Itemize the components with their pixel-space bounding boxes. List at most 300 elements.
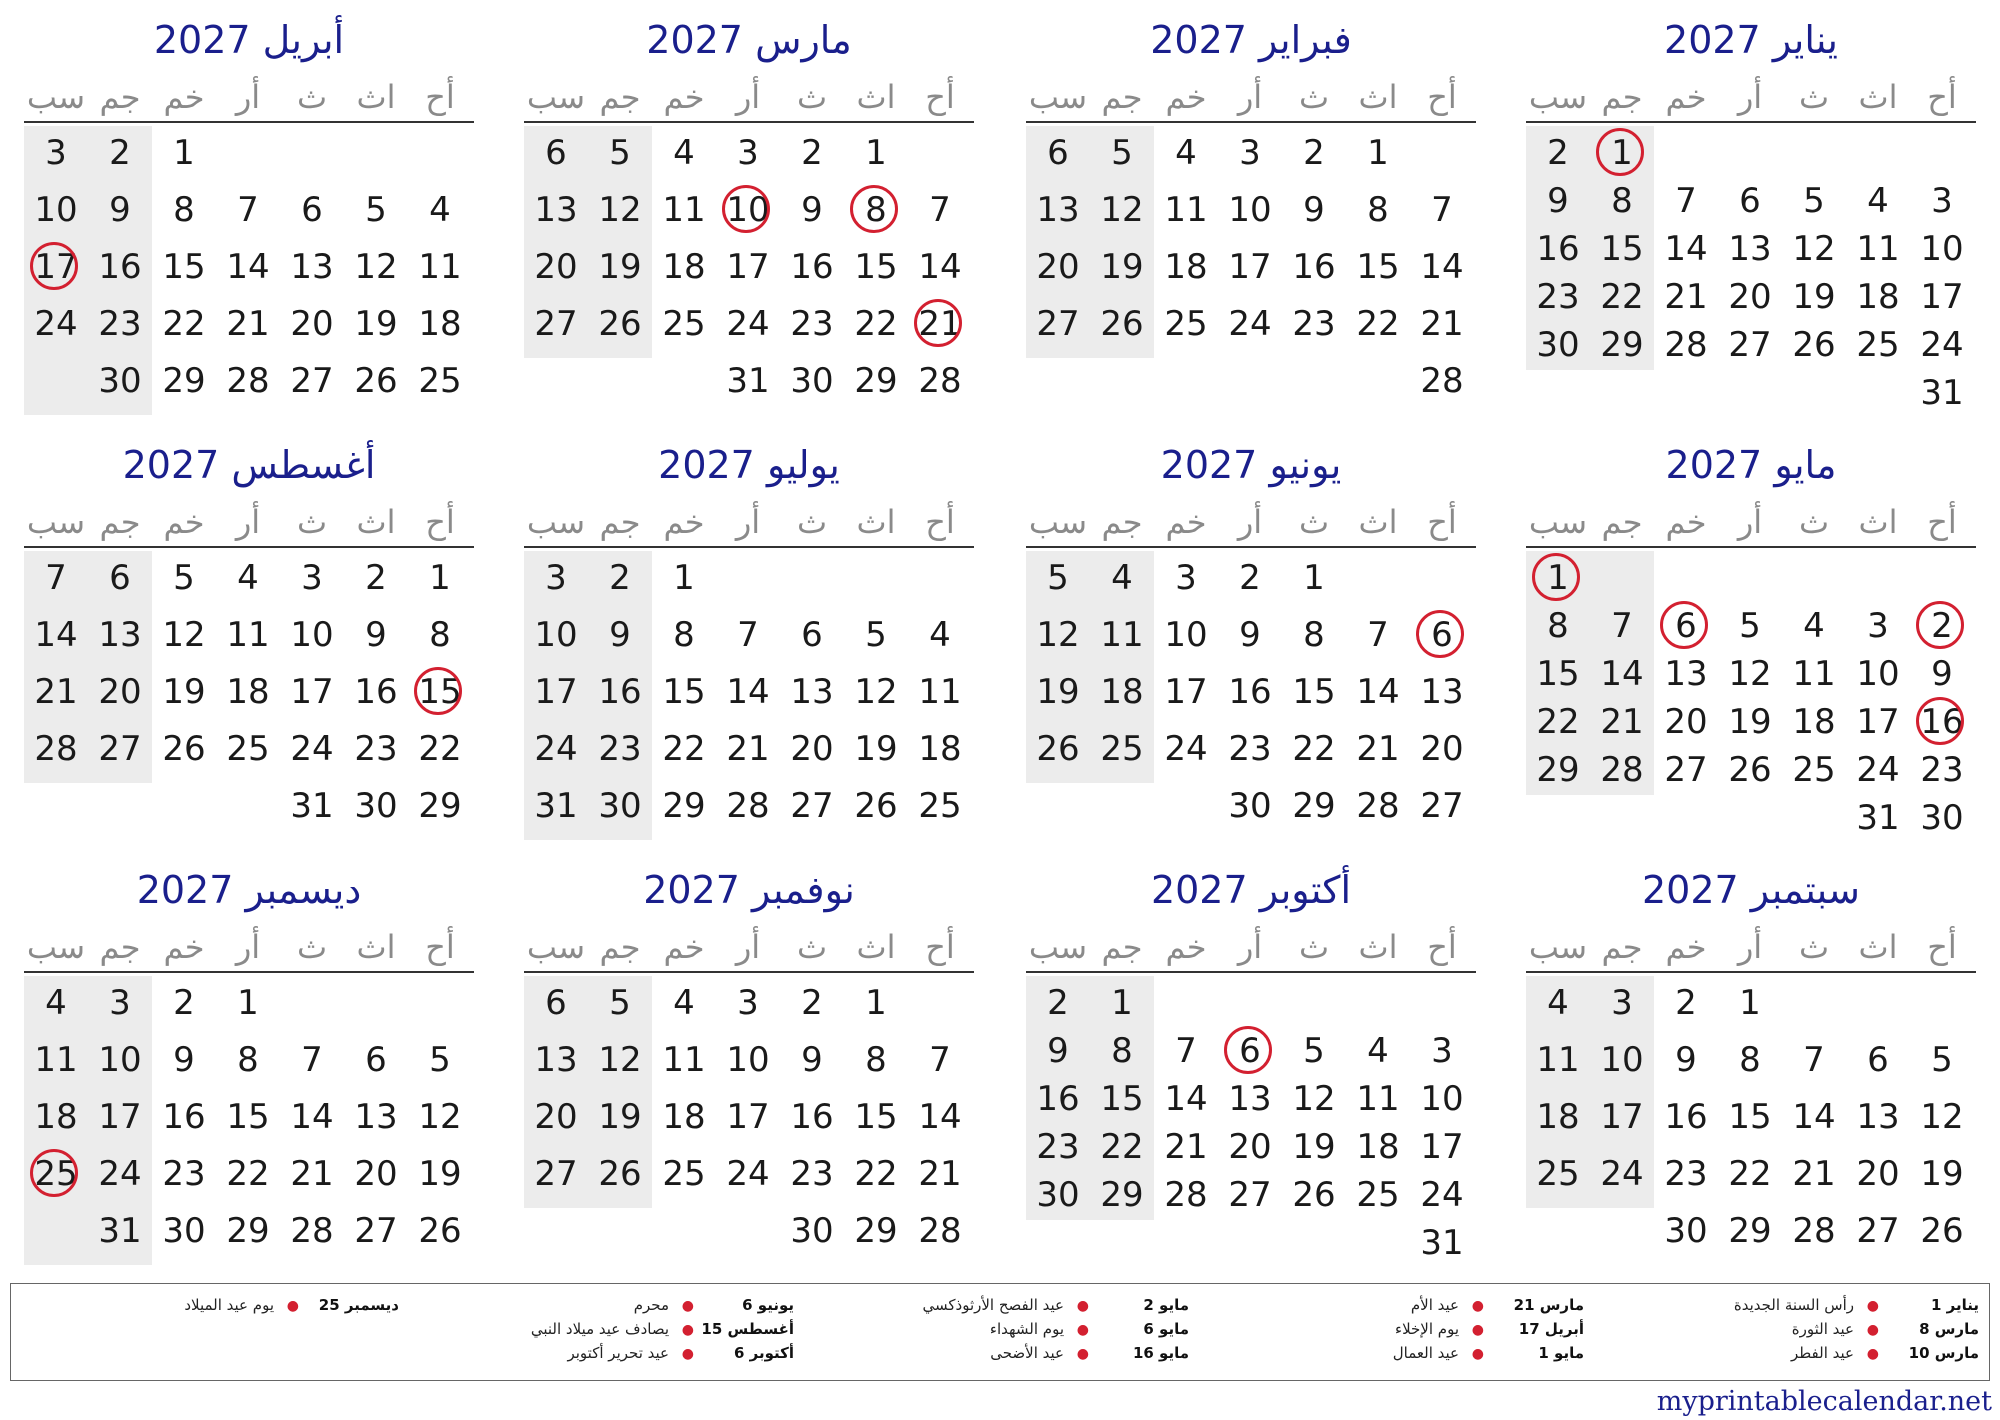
day-cell: 14 [1164, 1079, 1208, 1119]
day-cell: 28 [1356, 786, 1400, 826]
weekday-header: ث [1298, 78, 1330, 116]
legend-item [1204, 1296, 1584, 1320]
day-cell: 1 [1367, 133, 1389, 173]
day-cell: 4 [1867, 181, 1889, 221]
day-cell: 26 [1292, 1175, 1336, 1215]
header-rule [1526, 971, 1976, 973]
site-watermark[interactable]: myprintablecalendar.net [1656, 1386, 1992, 1417]
weekday-header: أح [1427, 928, 1457, 966]
day-cell: 24 [534, 729, 578, 769]
bullet-icon: ● [1866, 1346, 1879, 1362]
legend-item [414, 1296, 794, 1320]
legend-date: يناير 1 [1930, 1296, 1979, 1314]
day-cell: 12 [1728, 654, 1772, 694]
day-cell: 8 [429, 615, 451, 655]
day-cell: 24 [290, 729, 334, 769]
day-cell: 13 [1036, 190, 1080, 230]
day-cell: 29 [1536, 750, 1580, 790]
day-cell: 7 [237, 190, 259, 230]
day-cell: 3 [737, 983, 759, 1023]
day-cell: 20 [354, 1154, 398, 1194]
day-cell: 4 [929, 615, 951, 655]
bullet-icon: ● [681, 1322, 694, 1338]
bullet-icon: ● [1076, 1346, 1089, 1362]
holiday-day-cell: 10 [716, 185, 780, 235]
day-cell: 24 [34, 304, 78, 344]
weekday-header: سب [1528, 928, 1588, 966]
day-cell: 3 [737, 133, 759, 173]
day-cell: 5 [1303, 1031, 1325, 1071]
day-cell: 4 [1547, 983, 1569, 1023]
day-cell: 26 [1100, 304, 1144, 344]
weekday-header: خم [163, 928, 205, 966]
day-cell: 29 [162, 361, 206, 401]
bullet-icon: ● [1471, 1346, 1484, 1362]
legend-date: مايو 2 [1143, 1296, 1189, 1314]
day-cell: 24 [1600, 1154, 1644, 1194]
legend-item [809, 1344, 1189, 1368]
day-cell: 22 [854, 304, 898, 344]
day-cell: 13 [354, 1097, 398, 1137]
day-cell: 6 [1047, 133, 1069, 173]
day-cell: 23 [98, 304, 142, 344]
header-rule [1526, 121, 1976, 123]
weekday-header: خم [1665, 928, 1707, 966]
bullet-icon: ● [681, 1346, 694, 1362]
day-cell: 12 [598, 1040, 642, 1080]
day-cell: 11 [1536, 1040, 1580, 1080]
day-cell: 3 [1431, 1031, 1453, 1071]
weekday-header: أح [1927, 78, 1957, 116]
day-cell: 27 [1664, 750, 1708, 790]
day-cell: 28 [1164, 1175, 1208, 1215]
day-cell: 26 [162, 729, 206, 769]
day-cell: 11 [1792, 654, 1836, 694]
weekday-header: ث [1798, 78, 1830, 116]
day-cell: 18 [226, 672, 270, 712]
weekday-header: ث [296, 928, 328, 966]
day-cell: 20 [1664, 702, 1708, 742]
month-title: أغسطس 2027 [122, 443, 376, 487]
weekday-header: سب [1528, 78, 1588, 116]
day-cell: 11 [418, 247, 462, 287]
weekday-header: سب [1028, 78, 1088, 116]
day-cell: 14 [726, 672, 770, 712]
weekday-header: سب [26, 928, 86, 966]
day-cell: 31 [1420, 1223, 1464, 1263]
legend-column [19, 1296, 399, 1320]
month-title: يوليو 2027 [658, 443, 840, 487]
day-cell: 26 [1036, 729, 1080, 769]
weekday-header: أر [735, 928, 761, 966]
day-cell: 27 [1856, 1211, 1900, 1251]
day-cell: 2 [1239, 558, 1261, 598]
day-cell: 9 [173, 1040, 195, 1080]
day-cell: 13 [1664, 654, 1708, 694]
day-cell: 8 [173, 190, 195, 230]
day-cell: 20 [1728, 277, 1772, 317]
day-cell: 13 [98, 615, 142, 655]
day-cell: 23 [1228, 729, 1272, 769]
weekday-header: ث [796, 78, 828, 116]
day-cell: 10 [534, 615, 578, 655]
day-cell: 14 [1792, 1097, 1836, 1137]
day-cell: 28 [34, 729, 78, 769]
month-block [24, 850, 474, 1260]
weekday-header: جم [1101, 503, 1143, 541]
day-cell: 18 [662, 1097, 706, 1137]
legend-item [1599, 1296, 1979, 1320]
month-title: مارس 2027 [646, 18, 852, 62]
day-cell: 10 [34, 190, 78, 230]
day-cell: 27 [534, 304, 578, 344]
day-cell: 22 [1100, 1127, 1144, 1167]
day-cell: 14 [1420, 247, 1464, 287]
day-cell: 7 [1675, 181, 1697, 221]
holiday-day-cell: 6 [1218, 1026, 1282, 1076]
day-cell: 12 [1100, 190, 1144, 230]
day-cell: 14 [1664, 229, 1708, 269]
legend-column [1204, 1296, 1584, 1368]
header-rule [1526, 546, 1976, 548]
legend-date: مايو 6 [1143, 1320, 1189, 1338]
day-cell: 5 [365, 190, 387, 230]
day-cell: 9 [801, 1040, 823, 1080]
weekday-header: جم [1101, 78, 1143, 116]
weekday-header: اث [356, 503, 396, 541]
weekday-header: اث [1358, 503, 1398, 541]
day-cell: 21 [1420, 304, 1464, 344]
weekday-header: أح [925, 78, 955, 116]
day-cell: 28 [1664, 325, 1708, 365]
month-block [1026, 850, 1476, 1263]
day-cell: 14 [226, 247, 270, 287]
legend-date: مارس 10 [1908, 1344, 1979, 1362]
day-cell: 20 [1420, 729, 1464, 769]
day-cell: 25 [226, 729, 270, 769]
day-cell: 12 [1792, 229, 1836, 269]
day-cell: 13 [1228, 1079, 1272, 1119]
legend-holiday-name: عيد العمال [1392, 1344, 1459, 1362]
weekday-header: خم [163, 78, 205, 116]
weekday-header: جم [599, 503, 641, 541]
day-cell: 22 [162, 304, 206, 344]
legend-item [1204, 1344, 1584, 1368]
day-cell: 26 [1792, 325, 1836, 365]
day-cell: 29 [662, 786, 706, 826]
month-block [1026, 425, 1476, 835]
month-title: يناير 2027 [1664, 18, 1838, 62]
weekday-header: أر [1737, 928, 1763, 966]
legend-column [1599, 1296, 1979, 1368]
day-cell: 21 [1600, 702, 1644, 742]
day-cell: 8 [1303, 615, 1325, 655]
legend-item [414, 1344, 794, 1368]
weekday-header: اث [1858, 503, 1898, 541]
day-cell: 14 [290, 1097, 334, 1137]
month-title: فبراير 2027 [1150, 18, 1352, 62]
day-cell: 6 [545, 983, 567, 1023]
month-title: أبريل 2027 [153, 18, 345, 62]
day-cell: 14 [1600, 654, 1644, 694]
weekday-header: خم [163, 503, 205, 541]
day-cell: 27 [98, 729, 142, 769]
day-cell: 20 [534, 247, 578, 287]
weekday-header: جم [1601, 928, 1643, 966]
day-cell: 28 [918, 1211, 962, 1251]
day-cell: 14 [34, 615, 78, 655]
holiday-day-cell: 1 [1590, 128, 1654, 178]
day-cell: 27 [534, 1154, 578, 1194]
weekday-header: أح [425, 503, 455, 541]
weekday-header: أر [1237, 928, 1263, 966]
legend-item [19, 1296, 399, 1320]
day-cell: 29 [1728, 1211, 1772, 1251]
day-cell: 24 [1228, 304, 1272, 344]
day-cell: 29 [1600, 325, 1644, 365]
day-cell: 4 [1111, 558, 1133, 598]
day-cell: 2 [365, 558, 387, 598]
day-cell: 14 [918, 1097, 962, 1137]
month-block [1526, 0, 1976, 413]
day-cell: 3 [109, 983, 131, 1023]
day-cell: 2 [1047, 983, 1069, 1023]
day-cell: 16 [1036, 1079, 1080, 1119]
weekday-header: سب [1028, 503, 1088, 541]
day-cell: 28 [1600, 750, 1644, 790]
weekday-header: ث [1798, 503, 1830, 541]
day-cell: 21 [726, 729, 770, 769]
day-cell: 21 [34, 672, 78, 712]
day-cell: 25 [1792, 750, 1836, 790]
weekday-header: أح [1927, 503, 1957, 541]
day-cell: 11 [1856, 229, 1900, 269]
weekday-header: اث [856, 503, 896, 541]
day-cell: 29 [1292, 786, 1336, 826]
day-cell: 8 [1611, 181, 1633, 221]
day-cell: 1 [429, 558, 451, 598]
day-cell: 30 [1920, 798, 1964, 838]
weekday-header: جم [99, 78, 141, 116]
legend-item [809, 1296, 1189, 1320]
day-cell: 27 [1420, 786, 1464, 826]
day-cell: 22 [418, 729, 462, 769]
day-cell: 5 [1803, 181, 1825, 221]
weekday-header: اث [856, 78, 896, 116]
day-cell: 30 [598, 786, 642, 826]
day-cell: 14 [1356, 672, 1400, 712]
day-cell: 25 [1536, 1154, 1580, 1194]
day-cell: 10 [98, 1040, 142, 1080]
day-cell: 9 [1239, 615, 1261, 655]
day-cell: 1 [865, 133, 887, 173]
day-cell: 15 [1356, 247, 1400, 287]
day-cell: 13 [1728, 229, 1772, 269]
day-cell: 28 [1420, 361, 1464, 401]
day-cell: 14 [918, 247, 962, 287]
day-cell: 18 [1856, 277, 1900, 317]
day-cell: 3 [1867, 606, 1889, 646]
day-cell: 16 [1292, 247, 1336, 287]
day-cell: 5 [865, 615, 887, 655]
day-cell: 12 [354, 247, 398, 287]
day-cell: 21 [1356, 729, 1400, 769]
weekday-header: ث [796, 928, 828, 966]
weekday-header: خم [663, 928, 705, 966]
day-cell: 21 [226, 304, 270, 344]
day-cell: 30 [1036, 1175, 1080, 1215]
day-cell: 15 [854, 247, 898, 287]
day-cell: 17 [1856, 702, 1900, 742]
weekday-header: ث [296, 503, 328, 541]
legend-date: أكتوبر 6 [733, 1344, 794, 1362]
day-cell: 18 [662, 247, 706, 287]
day-cell: 13 [534, 1040, 578, 1080]
day-cell: 13 [290, 247, 334, 287]
day-cell: 24 [98, 1154, 142, 1194]
legend-date: أبريل 17 [1518, 1320, 1584, 1338]
day-cell: 12 [1292, 1079, 1336, 1119]
weekday-header: سب [526, 78, 586, 116]
day-cell: 16 [790, 1097, 834, 1137]
day-cell: 26 [598, 304, 642, 344]
day-cell: 19 [162, 672, 206, 712]
day-cell: 4 [1803, 606, 1825, 646]
day-cell: 17 [1920, 277, 1964, 317]
header-rule [1026, 971, 1476, 973]
weekday-header: اث [1858, 78, 1898, 116]
day-cell: 21 [1164, 1127, 1208, 1167]
weekday-header: اث [1358, 78, 1398, 116]
day-cell: 25 [662, 304, 706, 344]
day-cell: 7 [1367, 615, 1389, 655]
holiday-legend [10, 1283, 1990, 1381]
month-title: يونيو 2027 [1160, 443, 1342, 487]
day-cell: 1 [865, 983, 887, 1023]
day-cell: 9 [801, 190, 823, 230]
day-cell: 1 [173, 133, 195, 173]
day-cell: 22 [1728, 1154, 1772, 1194]
day-cell: 20 [98, 672, 142, 712]
day-cell: 4 [673, 133, 695, 173]
day-cell: 30 [1536, 325, 1580, 365]
month-block [1026, 0, 1476, 410]
weekday-header: ث [1298, 928, 1330, 966]
day-cell: 26 [598, 1154, 642, 1194]
day-cell: 23 [790, 304, 834, 344]
day-cell: 24 [1420, 1175, 1464, 1215]
day-cell: 8 [673, 615, 695, 655]
day-cell: 5 [429, 1040, 451, 1080]
day-cell: 9 [365, 615, 387, 655]
day-cell: 12 [162, 615, 206, 655]
legend-holiday-name: عيد الأضحى [990, 1344, 1064, 1362]
day-cell: 8 [1739, 1040, 1761, 1080]
day-cell: 16 [1664, 1097, 1708, 1137]
weekday-header: جم [599, 78, 641, 116]
legend-item [1599, 1344, 1979, 1368]
day-cell: 18 [1356, 1127, 1400, 1167]
day-cell: 21 [1792, 1154, 1836, 1194]
day-cell: 25 [1856, 325, 1900, 365]
month-block [524, 0, 974, 410]
day-cell: 17 [98, 1097, 142, 1137]
day-cell: 19 [598, 1097, 642, 1137]
day-cell: 28 [726, 786, 770, 826]
day-cell: 23 [598, 729, 642, 769]
day-cell: 30 [1664, 1211, 1708, 1251]
weekday-header: اث [1358, 928, 1398, 966]
day-cell: 9 [1303, 190, 1325, 230]
day-cell: 23 [162, 1154, 206, 1194]
day-cell: 25 [662, 1154, 706, 1194]
weekday-header: خم [663, 503, 705, 541]
day-cell: 13 [1856, 1097, 1900, 1137]
weekday-header: سب [1528, 503, 1588, 541]
legend-date: مارس 21 [1513, 1296, 1584, 1314]
weekday-header: اث [1858, 928, 1898, 966]
day-cell: 26 [418, 1211, 462, 1251]
weekday-header: أر [1737, 78, 1763, 116]
day-cell: 2 [801, 133, 823, 173]
day-cell: 11 [918, 672, 962, 712]
day-cell: 19 [418, 1154, 462, 1194]
day-cell: 25 [418, 361, 462, 401]
day-cell: 13 [790, 672, 834, 712]
day-cell: 19 [1100, 247, 1144, 287]
day-cell: 15 [1728, 1097, 1772, 1137]
holiday-day-cell: 25 [24, 1149, 88, 1199]
holiday-day-cell: 2 [1910, 601, 1974, 651]
day-cell: 30 [354, 786, 398, 826]
legend-holiday-name: رأس السنة الجديدة [1733, 1296, 1854, 1314]
day-cell: 6 [365, 1040, 387, 1080]
header-rule [1026, 546, 1476, 548]
day-cell: 18 [418, 304, 462, 344]
day-cell: 5 [173, 558, 195, 598]
day-cell: 11 [226, 615, 270, 655]
legend-holiday-name: يوم الشهداء [989, 1320, 1064, 1338]
day-cell: 23 [1664, 1154, 1708, 1194]
day-cell: 27 [1036, 304, 1080, 344]
day-cell: 22 [226, 1154, 270, 1194]
day-cell: 4 [237, 558, 259, 598]
day-cell: 25 [1356, 1175, 1400, 1215]
weekday-header: خم [1665, 503, 1707, 541]
day-cell: 22 [1536, 702, 1580, 742]
day-cell: 11 [1100, 615, 1144, 655]
weekday-header: أر [1237, 78, 1263, 116]
day-cell: 9 [1931, 654, 1953, 694]
day-cell: 17 [726, 247, 770, 287]
day-cell: 21 [1664, 277, 1708, 317]
day-cell: 5 [1739, 606, 1761, 646]
legend-holiday-name: محرم [633, 1296, 669, 1314]
legend-column [414, 1296, 794, 1368]
weekday-header: جم [99, 928, 141, 966]
day-cell: 18 [1536, 1097, 1580, 1137]
bullet-icon: ● [681, 1298, 694, 1314]
day-cell: 2 [1547, 133, 1569, 173]
day-cell: 7 [1431, 190, 1453, 230]
legend-holiday-name: يصادف عيد ميلاد النبي [530, 1320, 669, 1338]
bullet-icon: ● [286, 1298, 299, 1314]
weekday-header: خم [1665, 78, 1707, 116]
day-cell: 30 [790, 1211, 834, 1251]
day-cell: 27 [1228, 1175, 1272, 1215]
day-cell: 20 [1036, 247, 1080, 287]
weekday-header: خم [1165, 78, 1207, 116]
